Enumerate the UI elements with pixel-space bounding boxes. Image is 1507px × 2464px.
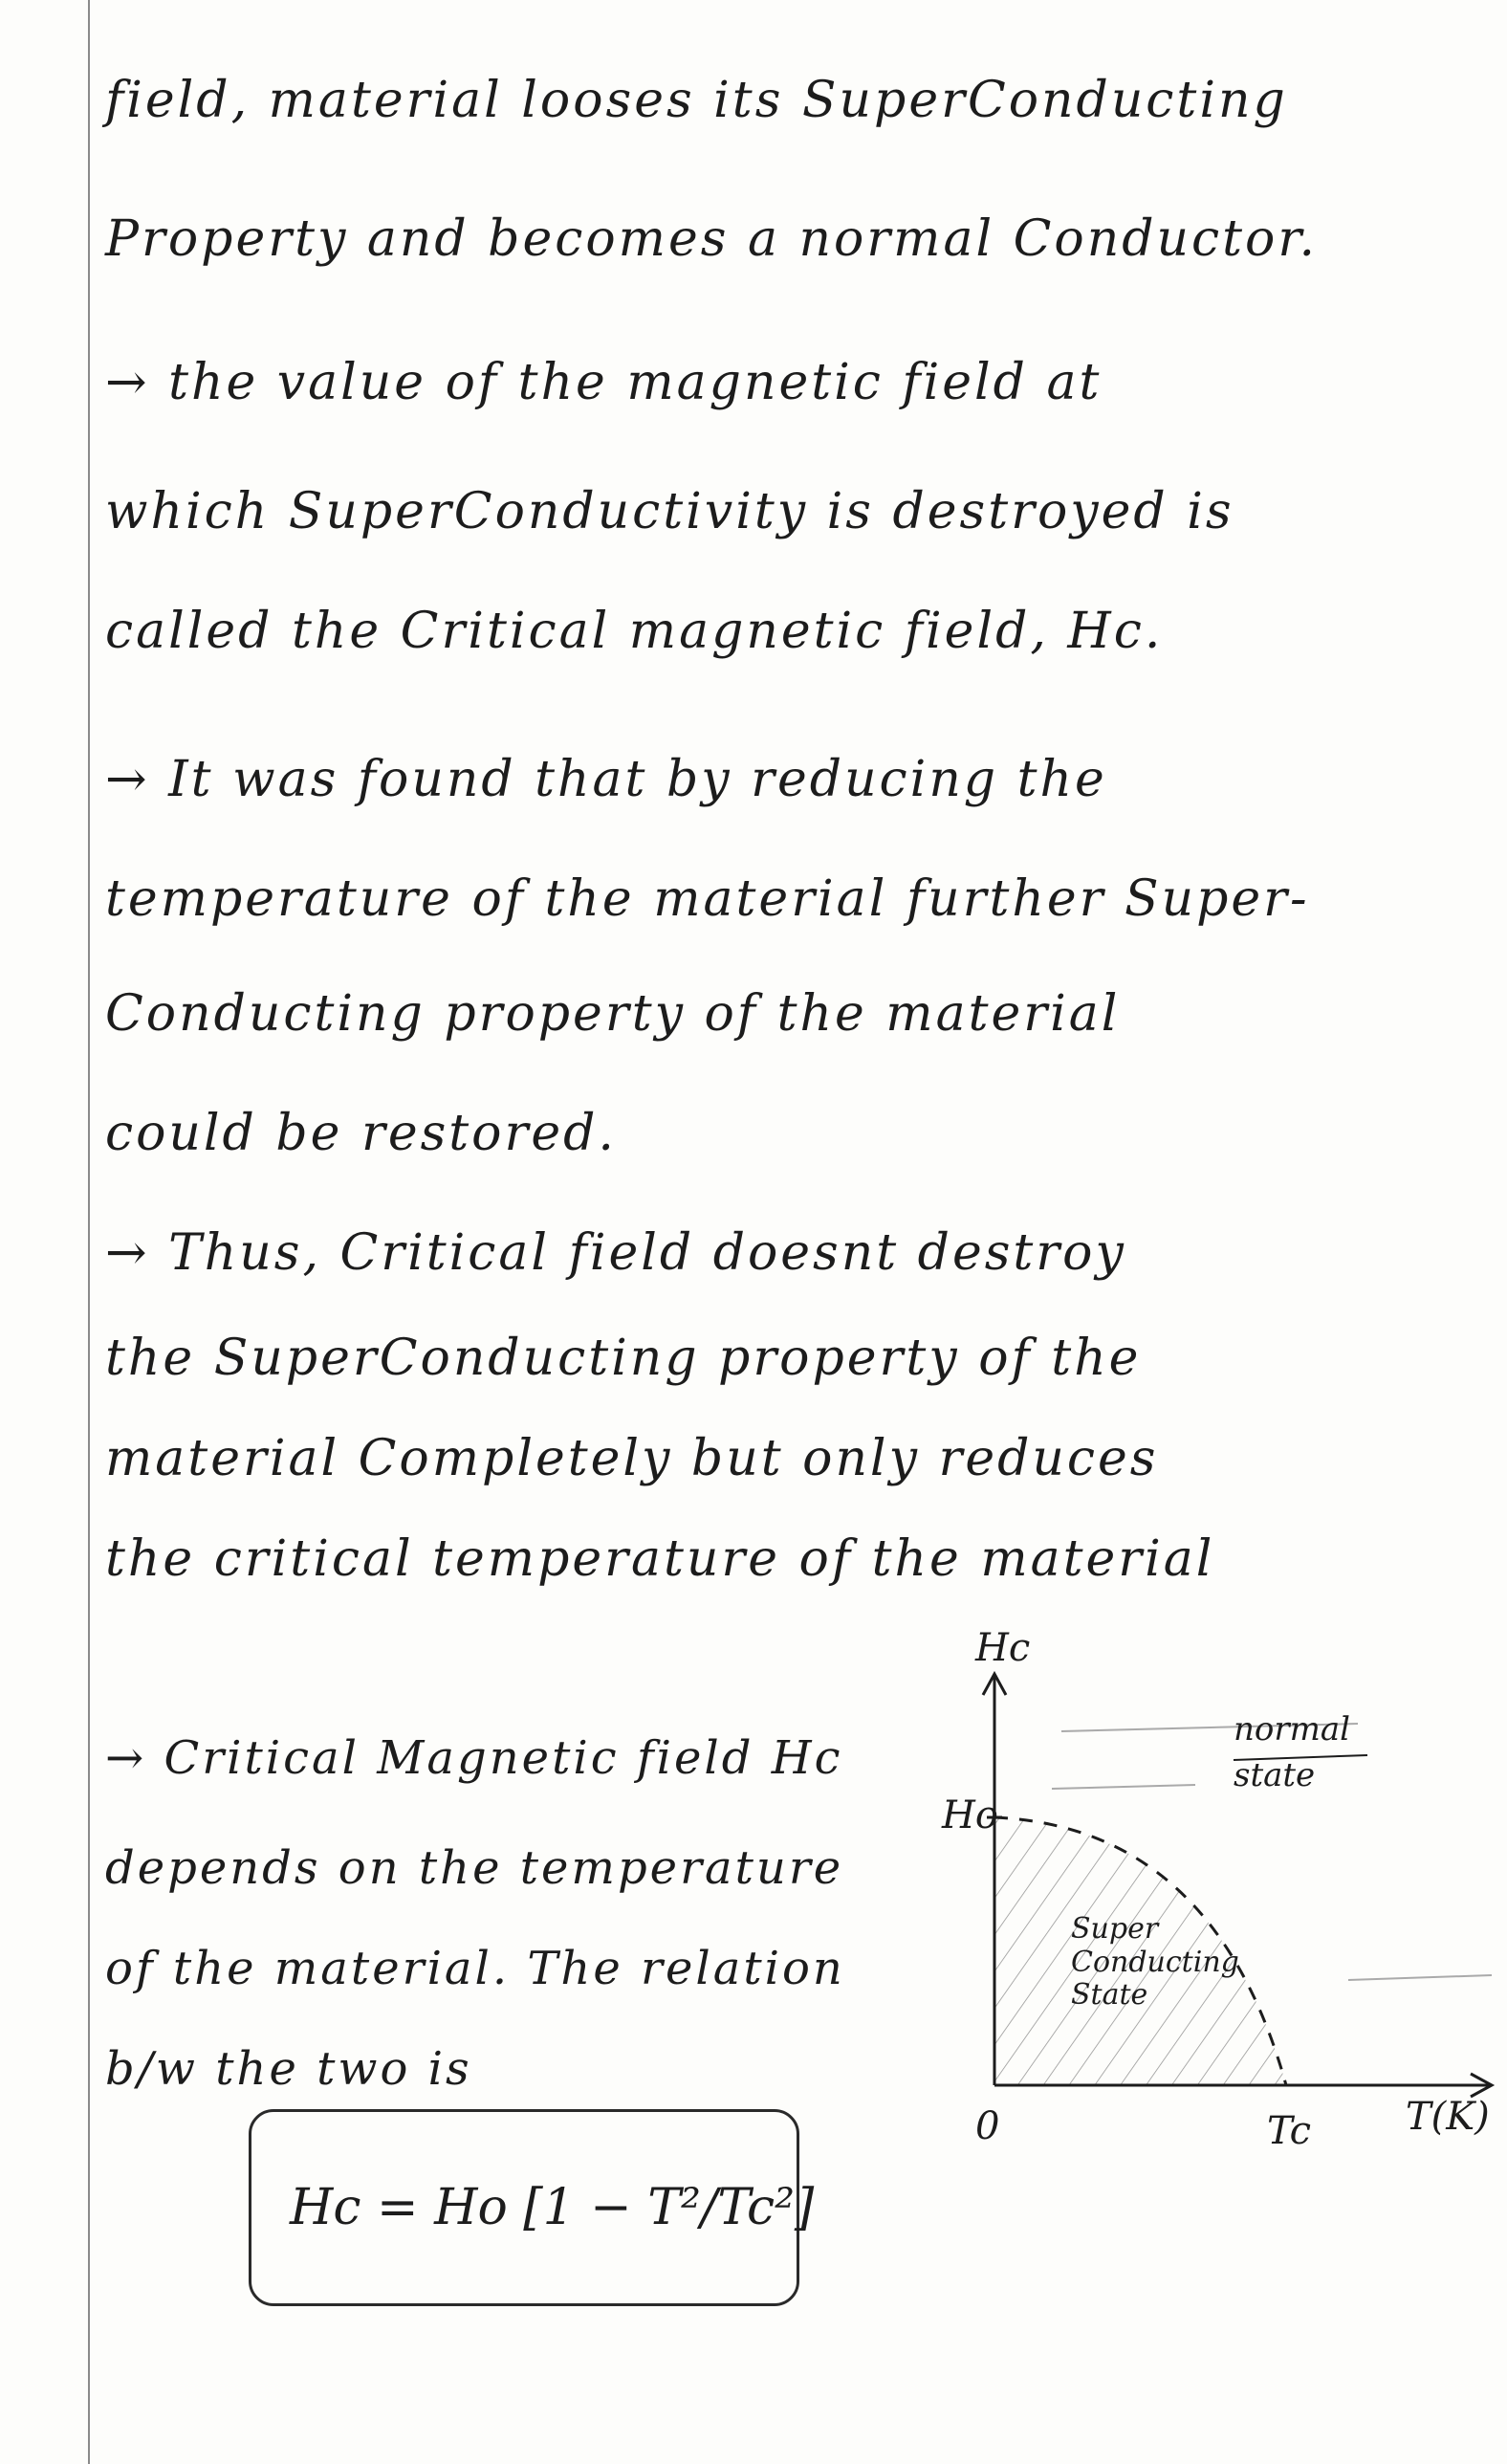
text-line-12: material Completely but only reduces [105,1430,1159,1487]
text-line-11: the SuperConducting property of the [105,1330,1142,1387]
text-line-4: which SuperConductivity is destroyed is [105,483,1234,540]
text-line-1: field, material looses its SuperConducting [105,72,1288,129]
origin-label: 0 [975,2104,1000,2148]
y-axis-label: Hc [975,1626,1031,1670]
text-line-9: could be restored. [105,1105,617,1162]
normal-state-label: normal state [1234,1710,1351,1794]
lower-line-4: b/w the two is [105,2042,472,2096]
text-line-3: → the value of the magnetic field at [105,354,1103,411]
superconducting-state-label: Super Conducting State [1071,1912,1239,2012]
lower-line-2: depends on the temperature [105,1841,844,1895]
ho-label: Ho [942,1793,998,1837]
text-line-7: temperature of the material further Super- [105,870,1310,928]
margin-line [88,0,90,2464]
tc-label: Tc [1267,2109,1311,2153]
formula-box [249,2109,815,2306]
text-line-8: Conducting property of the material [105,985,1121,1043]
x-axis-label: T(K) [1406,2095,1490,2139]
lower-line-3: of the material. The relation [105,1942,845,1995]
lower-line-1: → Critical Magnetic field Hc [105,1731,843,1785]
text-line-10: → Thus, Critical field doesnt destroy [105,1224,1126,1282]
critical-field-formula: Hc = Ho [1 − T²/Tc²] [290,2179,815,2236]
text-line-2: Property and becomes a normal Conductor. [105,210,1318,268]
text-line-13: the critical temperature of the material [105,1530,1215,1588]
text-line-5: called the Critical magnetic field, Hc. [105,603,1164,660]
critical-field-graph [942,1626,1507,2171]
text-line-6: → It was found that by reducing the [105,751,1107,808]
